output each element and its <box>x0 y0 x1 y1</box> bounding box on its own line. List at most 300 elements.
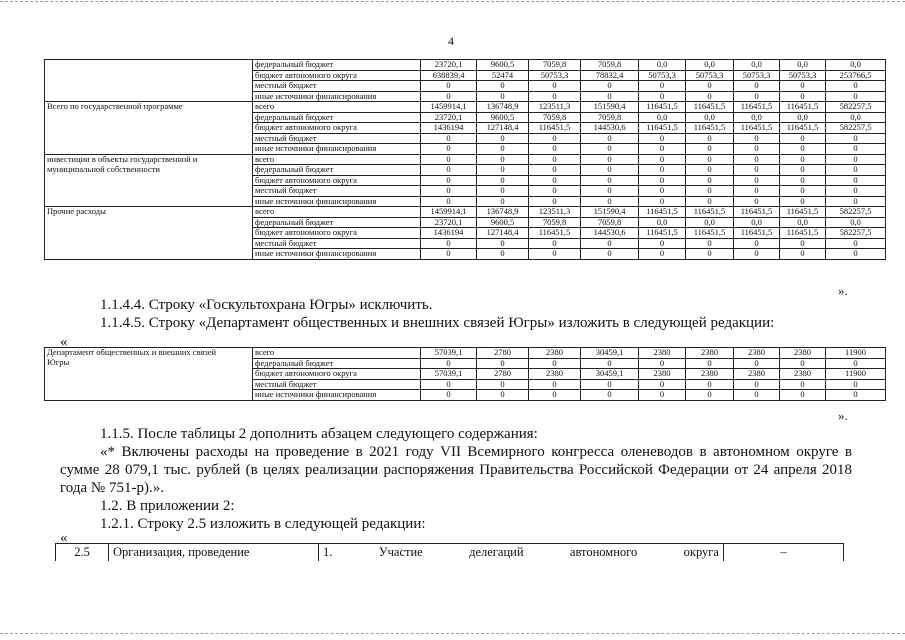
value-cell: 0 <box>421 154 477 165</box>
table-row <box>45 81 886 92</box>
opening-quote-2: « <box>60 530 68 546</box>
scan-bottom-edge <box>0 633 905 634</box>
value-cell: 0 <box>477 165 529 176</box>
value-cell: 0 <box>734 238 780 249</box>
value-cell: 2380 <box>780 369 826 380</box>
opening-quote: « <box>60 334 68 350</box>
funding-source-cell: местный бюджет <box>253 186 421 197</box>
table-row <box>45 196 886 207</box>
value-cell: 0 <box>826 175 886 186</box>
value-cell: 0 <box>639 238 686 249</box>
table-row <box>45 70 886 81</box>
value-cell: 116451,5 <box>686 207 734 218</box>
value-cell: 116451,5 <box>639 228 686 239</box>
row-name-cell: Прочие расходы <box>45 207 253 218</box>
value-cell: 116451,5 <box>529 228 581 239</box>
value-cell: 0 <box>826 165 886 176</box>
value-cell: 78832,4 <box>581 70 639 81</box>
value-cell: 116451,5 <box>529 123 581 134</box>
description-word: автономного <box>569 545 638 559</box>
value-cell: 0 <box>581 238 639 249</box>
funding-source-cell: местный бюджет <box>253 238 421 249</box>
value-cell: 50753,3 <box>529 70 581 81</box>
value-cell: 2780 <box>477 348 529 359</box>
table-row <box>45 186 886 197</box>
value-cell: 0 <box>734 196 780 207</box>
value-cell: 9600,5 <box>477 60 529 71</box>
value-cell: 136748,9 <box>477 207 529 218</box>
value-cell: 0 <box>686 144 734 155</box>
row-name-cell <box>45 133 253 144</box>
row-name-cell <box>45 379 253 390</box>
value-cell: 0 <box>734 390 780 401</box>
value-cell: 0 <box>581 196 639 207</box>
page-number: 4 <box>448 34 454 48</box>
row-description <box>319 544 724 562</box>
value-cell: 0 <box>780 144 826 155</box>
value-cell: 0 <box>686 91 734 102</box>
value-cell: 582257,5 <box>826 123 886 134</box>
value-cell: 0 <box>686 165 734 176</box>
value-cell: 582257,5 <box>826 102 886 113</box>
value-cell: 1436194 <box>421 123 477 134</box>
value-cell: 0 <box>780 133 826 144</box>
table-row <box>45 348 886 359</box>
value-cell: 0 <box>581 133 639 144</box>
value-cell: 0 <box>734 144 780 155</box>
value-cell: 0 <box>581 154 639 165</box>
value-cell: 0 <box>477 144 529 155</box>
value-cell: 0 <box>780 186 826 197</box>
table-row <box>45 379 886 390</box>
value-cell: 2380 <box>780 348 826 359</box>
value-cell: 0 <box>639 196 686 207</box>
value-cell: 0 <box>686 154 734 165</box>
row-name-cell: Департамент общественных и внешних связей <box>45 348 253 359</box>
value-cell: 0 <box>639 81 686 92</box>
value-cell: 0,0 <box>780 112 826 123</box>
paragraph-1-1-5: 1.1.5. После таблицы 2 дополнить абзацем следующего содержания: <box>100 426 538 442</box>
table-row <box>45 91 886 102</box>
value-cell: 0 <box>421 390 477 401</box>
value-cell: 0 <box>780 154 826 165</box>
value-cell: 0 <box>529 249 581 260</box>
value-cell: 30459,1 <box>581 348 639 359</box>
value-cell: 0 <box>477 358 529 369</box>
value-cell: 582257,5 <box>826 228 886 239</box>
value-cell: 0 <box>686 196 734 207</box>
value-cell: 0 <box>826 196 886 207</box>
row-name-cell <box>45 91 253 102</box>
value-cell: 0 <box>639 175 686 186</box>
value-cell: 0 <box>826 91 886 102</box>
table-row <box>45 390 886 401</box>
value-cell: 0 <box>826 154 886 165</box>
value-cell: 0 <box>639 154 686 165</box>
value-cell: 116451,5 <box>686 228 734 239</box>
funding-source-cell: бюджет автономного округа <box>253 175 421 186</box>
value-cell: 116451,5 <box>734 102 780 113</box>
value-cell: 0 <box>734 154 780 165</box>
row-name-cell: муниципальной собственности <box>45 165 253 176</box>
value-cell: 52474 <box>477 70 529 81</box>
table-row <box>45 358 886 369</box>
paragraph-1-1-4-5: 1.1.4.5. Строку «Департамент общественных и внешних связей Югры» изложить в следующей редакции: <box>100 315 775 331</box>
funding-source-cell: бюджет автономного округа <box>253 70 421 81</box>
value-cell: 0 <box>639 144 686 155</box>
table-row <box>45 123 886 134</box>
value-cell: 57039,1 <box>421 348 477 359</box>
paragraph-1-2: 1.2. В приложении 2: <box>100 498 235 514</box>
table-row <box>45 369 886 380</box>
description-word: делегаций <box>469 545 524 559</box>
value-cell: 0 <box>581 390 639 401</box>
value-cell: 151590,4 <box>581 102 639 113</box>
value-cell: 0 <box>780 196 826 207</box>
value-cell: 0 <box>734 175 780 186</box>
scan-top-edge <box>0 1 905 2</box>
value-cell: 0 <box>639 358 686 369</box>
value-cell: 116451,5 <box>734 123 780 134</box>
value-cell: 123511,3 <box>529 207 581 218</box>
table-row <box>45 249 886 260</box>
value-cell: 0 <box>529 186 581 197</box>
value-cell: 0 <box>529 154 581 165</box>
value-cell: 2380 <box>686 348 734 359</box>
value-cell: 1436194 <box>421 228 477 239</box>
funding-source-cell: федеральный бюджет <box>253 60 421 71</box>
value-cell: 0 <box>826 133 886 144</box>
financing-table <box>44 59 886 260</box>
value-cell: 0 <box>686 249 734 260</box>
value-cell: 0 <box>421 133 477 144</box>
value-cell: 253766,5 <box>826 70 886 81</box>
funding-source-cell: местный бюджет <box>253 379 421 390</box>
value-cell: 0 <box>421 144 477 155</box>
value-cell: 0 <box>529 133 581 144</box>
value-cell: 0 <box>780 238 826 249</box>
value-cell: 7059,8 <box>529 60 581 71</box>
row-name: Организация, проведение <box>109 544 319 562</box>
table-row <box>45 102 886 113</box>
value-cell: 0 <box>734 91 780 102</box>
value-cell: 136748,9 <box>477 102 529 113</box>
value-cell: 0 <box>639 186 686 197</box>
value-cell: 2380 <box>639 348 686 359</box>
row-name-cell: Всего по государственной программе <box>45 102 253 113</box>
value-cell: 0 <box>639 379 686 390</box>
row-name-cell: инвестиции в объекты государственной и <box>45 154 253 165</box>
value-cell: 0,0 <box>639 60 686 71</box>
value-cell: 2780 <box>477 369 529 380</box>
value-cell: 0 <box>477 238 529 249</box>
value-cell: 7059,8 <box>529 217 581 228</box>
funding-source-cell: иные источники финансирования <box>253 249 421 260</box>
value-cell: 0 <box>581 91 639 102</box>
value-cell: 0 <box>581 144 639 155</box>
row-name-cell <box>45 390 253 401</box>
value-cell: 638839,4 <box>421 70 477 81</box>
value-cell: 50753,3 <box>639 70 686 81</box>
row-name-cell <box>45 228 253 239</box>
value-cell: 2380 <box>734 369 780 380</box>
value-cell: 0 <box>477 390 529 401</box>
value-cell: 0 <box>477 154 529 165</box>
value-cell: 50753,3 <box>780 70 826 81</box>
value-cell: 0 <box>826 379 886 390</box>
value-cell: 0 <box>826 390 886 401</box>
row-name-cell <box>45 249 253 260</box>
table-row <box>45 144 886 155</box>
value-cell: 0 <box>686 390 734 401</box>
value-cell: 116451,5 <box>686 123 734 134</box>
value-cell: 0 <box>529 81 581 92</box>
value-cell: 0 <box>421 196 477 207</box>
funding-source-cell: местный бюджет <box>253 133 421 144</box>
value-cell: 0 <box>477 379 529 390</box>
value-cell: 0 <box>686 186 734 197</box>
value-cell: 1459914,1 <box>421 207 477 218</box>
value-cell: 0 <box>421 249 477 260</box>
value-cell: 0 <box>780 91 826 102</box>
value-cell: 0 <box>734 133 780 144</box>
value-cell: 7059,8 <box>581 217 639 228</box>
row-name-cell <box>45 196 253 207</box>
footnote-paragraph: «* Включены расходы на проведение в 2021 году VII Всемирного конгресса оленеводов в автономном округе в сумме 28 079,1 тыс. рублей (в целях реализации распоряжения Правительства Российской Федерации от 24 апреля 2018 года № 751-р).». <box>60 444 852 496</box>
value-cell: 50753,3 <box>734 70 780 81</box>
funding-source-cell: местный бюджет <box>253 81 421 92</box>
value-cell: 0 <box>686 238 734 249</box>
value-cell: 0,0 <box>826 217 886 228</box>
value-cell: 116451,5 <box>639 207 686 218</box>
value-cell: 0 <box>529 175 581 186</box>
value-cell: 0 <box>734 379 780 390</box>
value-cell: 0 <box>639 390 686 401</box>
value-cell: 0 <box>780 81 826 92</box>
value-cell: 0 <box>581 165 639 176</box>
value-cell: 0 <box>826 144 886 155</box>
value-cell: 0 <box>529 91 581 102</box>
value-cell: 582257,5 <box>826 207 886 218</box>
value-cell: 9600,5 <box>477 112 529 123</box>
table-row <box>45 207 886 218</box>
value-cell: 11900 <box>826 369 886 380</box>
value-cell: 2380 <box>529 369 581 380</box>
row-name-cell: Югры <box>45 358 253 369</box>
value-cell: 0 <box>581 379 639 390</box>
value-cell: 0,0 <box>780 217 826 228</box>
funding-source-cell: федеральный бюджет <box>253 217 421 228</box>
value-cell: 0 <box>581 249 639 260</box>
value-cell: 0 <box>529 379 581 390</box>
value-cell: 0 <box>421 165 477 176</box>
value-cell: 0 <box>734 81 780 92</box>
row-name-cell <box>45 60 253 71</box>
row-name-cell <box>45 186 253 197</box>
row-name-cell <box>45 217 253 228</box>
value-cell: 0 <box>477 249 529 260</box>
value-cell: 0 <box>686 358 734 369</box>
value-cell: 0 <box>421 175 477 186</box>
value-cell: 0 <box>780 358 826 369</box>
value-cell: 7059,8 <box>581 112 639 123</box>
funding-source-cell: всего <box>253 154 421 165</box>
value-cell: 9600,5 <box>477 217 529 228</box>
value-cell: 2380 <box>529 348 581 359</box>
row-number: 2.5 <box>56 544 109 562</box>
value-cell: 0 <box>581 358 639 369</box>
value-cell: 0 <box>529 390 581 401</box>
table-row <box>45 228 886 239</box>
value-cell: 116451,5 <box>734 228 780 239</box>
value-cell: 0 <box>421 81 477 92</box>
value-cell: 0,0 <box>686 60 734 71</box>
value-cell: 23720,1 <box>421 112 477 123</box>
table-row <box>45 175 886 186</box>
value-cell: 0 <box>780 390 826 401</box>
value-cell: 0,0 <box>639 112 686 123</box>
value-cell: 0 <box>477 196 529 207</box>
value-cell: 2380 <box>734 348 780 359</box>
value-cell: 0 <box>780 175 826 186</box>
value-cell: 127148,4 <box>477 228 529 239</box>
value-cell: 50753,3 <box>686 70 734 81</box>
value-cell: 0 <box>477 133 529 144</box>
value-cell: 2380 <box>686 369 734 380</box>
funding-source-cell: федеральный бюджет <box>253 165 421 176</box>
description-word: Участие <box>378 545 423 559</box>
value-cell: 0 <box>477 91 529 102</box>
row-dash: – <box>724 544 844 562</box>
value-cell: 0 <box>826 81 886 92</box>
row-name-cell <box>45 175 253 186</box>
value-cell: 0 <box>686 379 734 390</box>
funding-source-cell: федеральный бюджет <box>253 112 421 123</box>
row-name-cell <box>45 123 253 134</box>
value-cell: 0,0 <box>780 60 826 71</box>
department-financing-table <box>44 347 886 401</box>
value-cell: 0 <box>529 196 581 207</box>
value-cell: 0 <box>734 186 780 197</box>
funding-source-cell: всего <box>253 102 421 113</box>
value-cell: 127148,4 <box>477 123 529 134</box>
value-cell: 0 <box>529 144 581 155</box>
table-row <box>45 217 886 228</box>
table-row <box>45 154 886 165</box>
table-row <box>45 133 886 144</box>
value-cell: 0,0 <box>734 217 780 228</box>
value-cell: 0,0 <box>734 60 780 71</box>
value-cell: 0 <box>581 175 639 186</box>
description-word: округа <box>683 545 719 559</box>
paragraph-1-2-1: 1.2.1. Строку 2.5 изложить в следующей редакции: <box>100 516 426 532</box>
value-cell: 57039,1 <box>421 369 477 380</box>
funding-source-cell: федеральный бюджет <box>253 358 421 369</box>
value-cell: 144530,6 <box>581 228 639 239</box>
row-name-cell <box>45 81 253 92</box>
value-cell: 23720,1 <box>421 217 477 228</box>
value-cell: 0 <box>686 175 734 186</box>
value-cell: 0 <box>581 81 639 92</box>
table-row <box>45 60 886 71</box>
value-cell: 116451,5 <box>780 102 826 113</box>
value-cell: 0 <box>826 238 886 249</box>
value-cell: 0 <box>421 358 477 369</box>
value-cell: 0 <box>826 358 886 369</box>
value-cell: 23720,1 <box>421 60 477 71</box>
funding-source-cell: иные источники финансирования <box>253 144 421 155</box>
value-cell: 30459,1 <box>581 369 639 380</box>
row-name-cell <box>45 144 253 155</box>
value-cell: 0 <box>826 186 886 197</box>
value-cell: 0 <box>734 249 780 260</box>
funding-source-cell: иные источники финансирования <box>253 390 421 401</box>
funding-source-cell: иные источники финансирования <box>253 196 421 207</box>
value-cell: 2380 <box>639 369 686 380</box>
value-cell: 0,0 <box>686 217 734 228</box>
value-cell: 0 <box>780 249 826 260</box>
value-cell: 0 <box>529 238 581 249</box>
value-cell: 0 <box>639 133 686 144</box>
value-cell: 0 <box>477 81 529 92</box>
value-cell: 116451,5 <box>686 102 734 113</box>
value-cell: 123511,3 <box>529 102 581 113</box>
table-row <box>56 544 844 562</box>
funding-source-cell: бюджет автономного округа <box>253 228 421 239</box>
row-name-cell <box>45 238 253 249</box>
table-row <box>45 165 886 176</box>
funding-source-cell: иные источники финансирования <box>253 91 421 102</box>
funding-source-cell: всего <box>253 207 421 218</box>
value-cell: 116451,5 <box>639 123 686 134</box>
table-row <box>45 112 886 123</box>
description-word: 1. <box>323 545 333 559</box>
value-cell: 151590,4 <box>581 207 639 218</box>
value-cell: 7059,8 <box>529 112 581 123</box>
value-cell: 0,0 <box>734 112 780 123</box>
value-cell: 0 <box>734 165 780 176</box>
value-cell: 0 <box>734 358 780 369</box>
value-cell: 1459914,1 <box>421 102 477 113</box>
value-cell: 0 <box>780 379 826 390</box>
paragraph-1-1-4-4: 1.1.4.4. Строку «Госкультохрана Югры» исключить. <box>100 297 433 313</box>
value-cell: 0 <box>639 91 686 102</box>
value-cell: 0 <box>686 81 734 92</box>
value-cell: 0 <box>477 175 529 186</box>
value-cell: 116451,5 <box>780 207 826 218</box>
row-name-cell <box>45 112 253 123</box>
value-cell: 0,0 <box>826 60 886 71</box>
value-cell: 0 <box>421 186 477 197</box>
value-cell: 0 <box>581 186 639 197</box>
value-cell: 116451,5 <box>639 102 686 113</box>
table-row <box>45 238 886 249</box>
value-cell: 0 <box>639 165 686 176</box>
value-cell: 0 <box>826 249 886 260</box>
row-name-cell <box>45 70 253 81</box>
value-cell: 0 <box>421 91 477 102</box>
closing-quote-2: ». <box>838 408 848 423</box>
value-cell: 0 <box>421 379 477 390</box>
value-cell: 0 <box>529 358 581 369</box>
value-cell: 116451,5 <box>734 207 780 218</box>
value-cell: 11900 <box>826 348 886 359</box>
closing-quote: ». <box>838 283 848 298</box>
funding-source-cell: всего <box>253 348 421 359</box>
funding-source-cell: бюджет автономного округа <box>253 369 421 380</box>
value-cell: 0,0 <box>639 217 686 228</box>
value-cell: 0 <box>421 238 477 249</box>
